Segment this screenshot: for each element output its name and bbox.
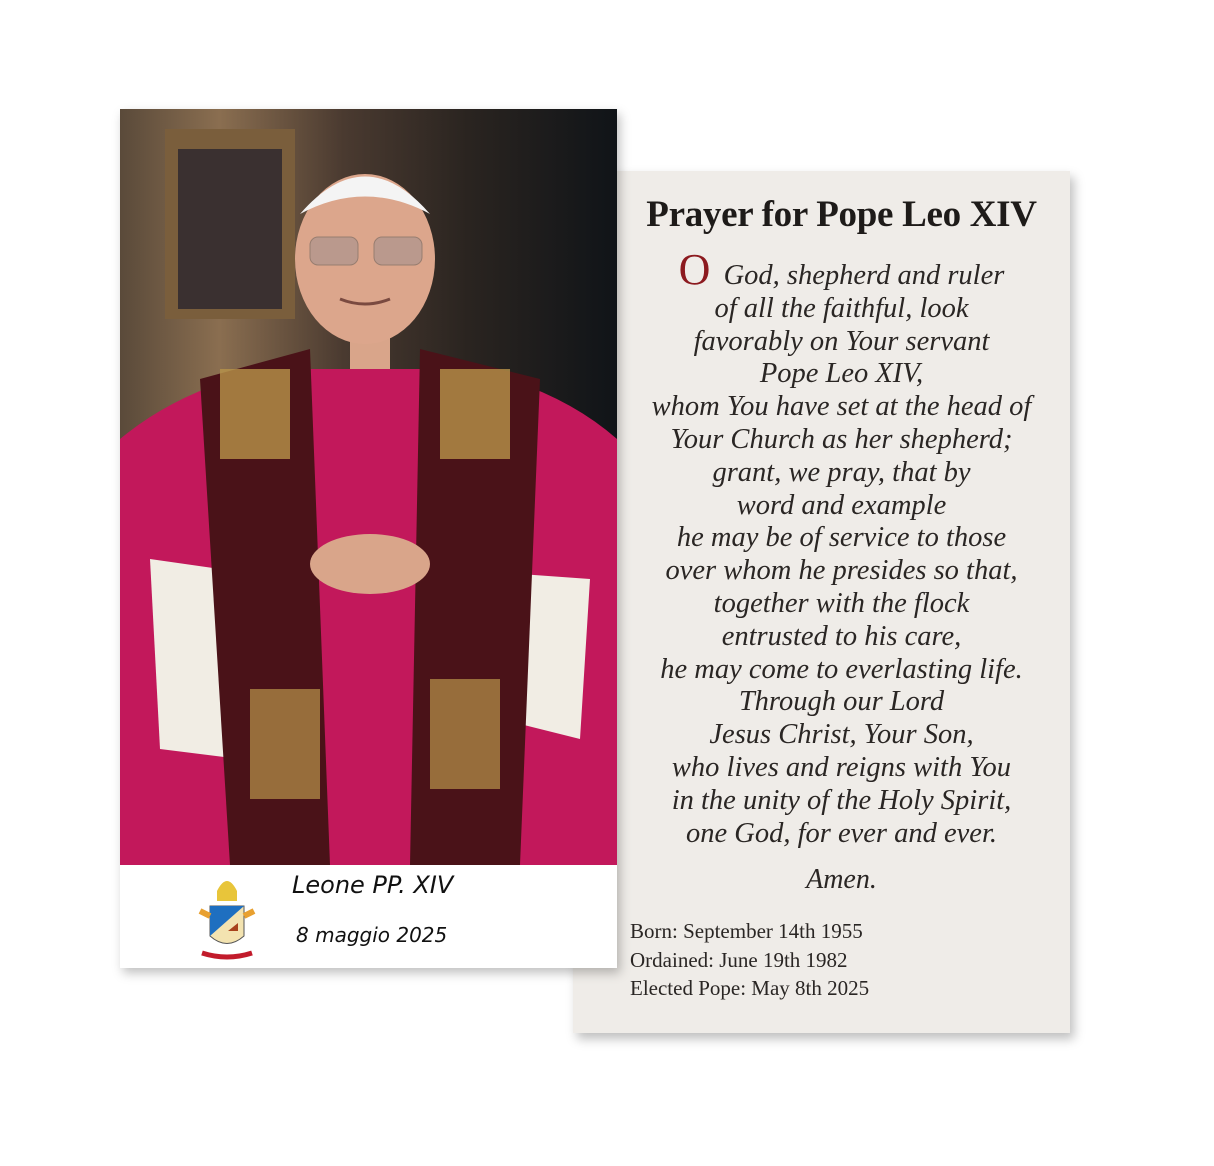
- prayer-line: he may be of service to those: [676, 522, 1007, 554]
- prayer-title: Prayer for Pope Leo XIV: [646, 194, 1037, 235]
- papal-coat-of-arms: [192, 871, 262, 965]
- stole-embroidery: [220, 369, 290, 459]
- prayer-card-back: [573, 171, 1070, 1033]
- pope-portrait-photo: [120, 109, 617, 865]
- prayer-line: grant, we pray, that by: [712, 456, 971, 488]
- portrait-illustration: [120, 109, 617, 865]
- elected-date: Elected Pope: May 8th 2025: [630, 976, 870, 1000]
- prayer-line: of all the faithful, look: [714, 292, 969, 324]
- prayer-line: together with the flock: [713, 587, 970, 619]
- prayer-line: in the unity of the Holy Spirit,: [671, 784, 1012, 816]
- amen: Amen.: [806, 864, 877, 895]
- prayer-line: whom You have set at the head of: [651, 391, 1032, 423]
- stole-embroidery: [430, 679, 500, 789]
- drop-cap: O: [678, 245, 711, 294]
- hands: [310, 534, 430, 594]
- prayer-line: who lives and reigns with You: [671, 751, 1012, 783]
- prayer-line: word and example: [736, 489, 947, 521]
- prayer-line: over whom he presides so that,: [665, 555, 1018, 587]
- altar-painting: [178, 149, 282, 309]
- prayer-line: Pope Leo XIV,: [759, 358, 924, 390]
- prayer-line: Through our Lord: [738, 686, 945, 718]
- prayer-line: he may come to everlasting life.: [660, 653, 1023, 685]
- glasses-right: [374, 237, 422, 265]
- signature-strip: [120, 865, 617, 968]
- prayer-line: [613, 245, 1070, 294]
- prayer-line-text: God, shepherd and ruler: [716, 260, 1005, 291]
- born-date: Born: September 14th 1955: [630, 919, 863, 943]
- prayer-line: Jesus Christ, Your Son,: [709, 719, 974, 751]
- glasses-left: [310, 237, 358, 265]
- biography-facts: [630, 917, 869, 1003]
- prayer-line: favorably on Your servant: [693, 325, 990, 357]
- prayer-card-front: [120, 109, 617, 968]
- prayer-line: Your Church as her shepherd;: [670, 423, 1013, 455]
- stole-embroidery: [250, 689, 320, 799]
- signature: Leone PP. XIV: [292, 871, 454, 899]
- prayer-line: one God, for ever and ever.: [685, 817, 998, 849]
- ordained-date: Ordained: June 19th 1982: [630, 947, 848, 972]
- stole-embroidery: [440, 369, 510, 459]
- prayer-line: entrusted to his care,: [721, 620, 962, 652]
- signature-date: 8 maggio 2025: [296, 923, 448, 947]
- prayer-text: [613, 245, 1070, 850]
